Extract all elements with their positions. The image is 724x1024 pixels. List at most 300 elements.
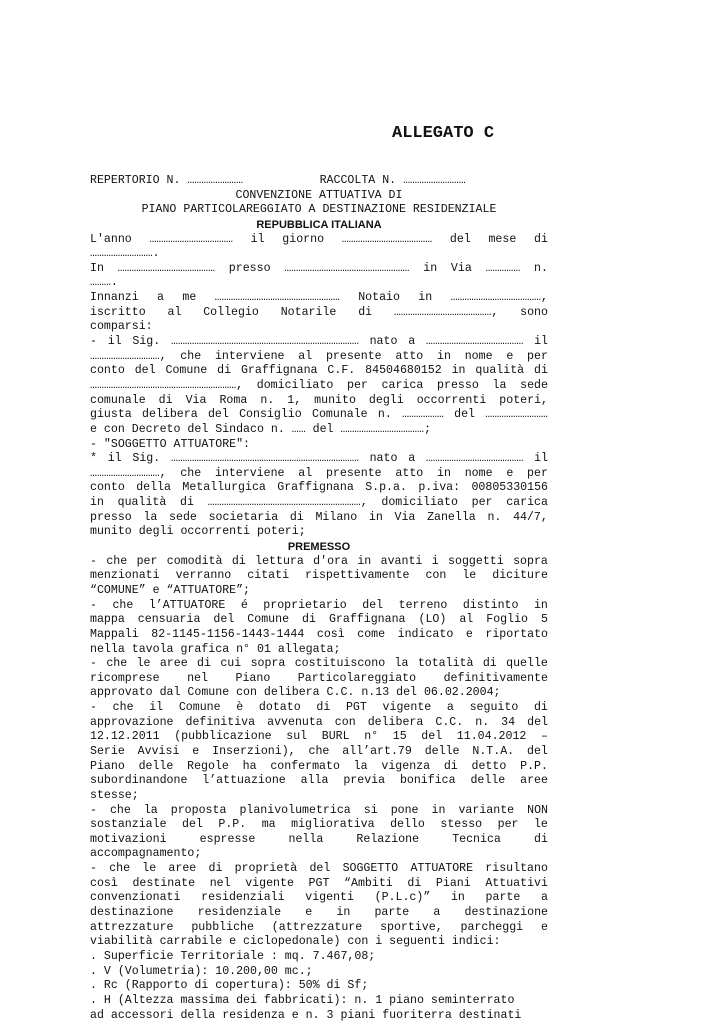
word: il [107,452,122,466]
word: motivazioni [90,832,167,846]
word: e [506,466,514,480]
document-body [90,174,548,1023]
text-line [90,745,548,760]
word: Avvisi [137,744,180,758]
word: dello [390,818,425,832]
word: vigenti [305,891,354,905]
word: così [90,876,118,890]
word: si [363,803,378,817]
word: delibera [367,715,424,729]
word: di [482,657,497,671]
word: con [425,569,447,583]
word: di [158,393,173,407]
word: attrezzature [90,920,174,934]
word: domiciliato [381,496,458,510]
word: 11.04.2012 [456,730,527,744]
word: del [449,232,471,246]
text-line: ad accessori della residenza e n. 3 piani fuoriterra destinati [90,1008,522,1022]
word: proprietà [234,862,298,876]
word: sportive, [380,920,443,934]
word: bonifica [399,774,456,788]
word: Via [450,261,472,275]
word: a [408,452,416,466]
text-line [90,730,548,745]
word: carica [506,496,548,510]
word: di [208,862,223,876]
word: NON [527,803,548,817]
word: in [437,466,451,480]
word: S.p.a. [365,481,407,495]
word: ……………… [402,408,444,422]
word: giusta [90,408,132,422]
word: …………………………………… [425,452,524,466]
word: atto [395,466,424,480]
word: Relazione [356,832,420,846]
word: destinazione [464,906,548,920]
word: di [180,496,194,510]
word: …………………………, [90,349,167,363]
word: di [534,832,548,846]
word: menzionati [90,569,160,583]
word: societaria [208,510,279,524]
word: di [217,364,232,378]
word: avanti [380,554,423,568]
word: l’attuazione [202,774,286,788]
word: approvazione [90,715,174,729]
word: per [347,378,368,392]
text-line [90,672,548,687]
word: in [90,496,104,510]
word: totalità [417,657,474,671]
word: Comune [178,701,221,715]
text-line [90,481,548,496]
word: all’art.79 [342,744,412,758]
word: qualità [117,496,167,510]
word: del [362,598,384,612]
word: n° [364,730,379,744]
text-line [90,818,548,833]
word: del [527,715,548,729]
word: Notarile [280,305,337,319]
word: del [309,862,331,876]
word: munito [314,393,356,407]
word: 12.12.2011 [90,730,160,744]
text-line: CONVENZIONE ATTUATIVA DI [235,188,403,202]
word: che [308,744,330,758]
word: che [180,349,202,363]
word: (P.L.c)” [374,891,431,905]
text-line [90,833,548,848]
text-line [90,628,548,643]
word: conto [90,364,125,378]
word: …………………………………………………………, [207,496,368,510]
text-line [90,701,548,716]
word: della [136,481,171,495]
word: il [250,232,265,246]
text-line [90,452,548,467]
word: verranno [175,569,232,583]
word: il [534,335,548,349]
text-line [90,291,548,306]
word: 5 [541,613,548,627]
text-line [90,555,548,570]
word: e [192,744,200,758]
word: con [334,715,356,729]
word: vigenza [381,759,431,773]
word: in [450,891,465,905]
word: per [527,466,548,480]
word: pone [390,803,419,817]
text-line: ………. [90,276,118,290]
word: carica [381,378,424,392]
word: nella [288,832,324,846]
word: Innanzi [90,291,139,305]
word: 15 [392,730,407,744]
word: l’ATTUATORE [148,598,226,612]
word: a [408,335,416,349]
text-line [90,760,548,775]
word: al [459,613,474,627]
text-line: comparsi: [90,320,153,334]
word: 44/7, [513,510,548,524]
text-line: - "SOGGETTO ATTUATORE": [90,437,251,451]
word: occorrenti [416,393,487,407]
word: poteri, [499,393,548,407]
word: - [90,803,97,817]
word: - [90,598,97,612]
word: degli [368,393,404,407]
word: del [182,818,203,832]
word: Graffignana [328,613,406,627]
word: definitivamente [443,671,548,685]
word: Tecnica [452,832,501,846]
word: n. [377,408,392,422]
text-line [90,774,548,789]
word: la [143,803,158,817]
word: cui [220,657,242,671]
word: costituiscono [294,657,386,671]
word: definitiva [185,715,256,729]
word: sede [520,378,548,392]
word: di [289,510,304,524]
word: Attuativi [485,876,548,890]
word: che [180,466,202,480]
word: che [109,862,131,876]
word: in [336,906,351,920]
word: Comunale [311,408,368,422]
word: residenziale [197,906,282,920]
word: aree [168,862,197,876]
text-line [90,350,548,365]
word: in [418,291,433,305]
word: - [90,862,97,876]
word: riportato [485,627,548,641]
word: come [357,627,386,641]
text-line [90,716,548,731]
word: (LO) [418,613,447,627]
word: che [109,803,131,817]
word: parcheggi [460,920,524,934]
word: del [421,730,443,744]
word: comodità [166,554,223,568]
word: – [541,730,548,744]
word: il [149,701,164,715]
word: e [540,920,548,934]
word: al [298,349,313,363]
word: in [431,803,446,817]
word: Milano [315,510,358,524]
word: in [368,510,383,524]
word: PGT [308,876,330,890]
word: é [240,598,248,612]
word: a [540,891,548,905]
word: soggetti [448,554,504,568]
word: - [90,554,97,568]
text-line: REPERTORIO N. …………………… RACCOLTA N. ……………………… [90,174,466,187]
attachment-title: ALLEGATO C [392,124,495,143]
word: In [90,261,104,275]
word: Via [394,510,416,524]
word: parte [485,891,521,905]
word: aree [520,774,548,788]
word: …………………………………… [425,335,524,349]
word: ……………………………… [149,232,233,246]
word: Graffignana [240,364,318,378]
text-line: PREMESSO [287,541,351,554]
word: del [454,408,475,422]
word: del [207,408,229,422]
text-line [90,877,548,892]
word: aree [159,657,188,671]
word: che [112,701,134,715]
word: di [316,701,331,715]
word: n. [260,393,275,407]
word: per [136,554,158,568]
word: d'ora [313,554,348,568]
word: 84504680152 [365,364,442,378]
word: ATTUATORE [410,862,474,876]
text-line: e con Decreto del Sindaco n. …… del ………………………………; [90,422,431,436]
text-line: ………………………. [90,247,160,261]
word: delle [424,744,460,758]
word: confermato [270,759,340,773]
word: C.C. [435,715,464,729]
word: destinate [132,876,196,890]
word: di [302,613,316,627]
word: delibera [142,408,198,422]
word: p.iva: [418,481,461,495]
word: presente [325,349,382,363]
text-line [90,599,548,614]
word: presso [437,378,479,392]
text-line [90,657,548,672]
word: presso [90,510,132,524]
word: atto [395,349,424,363]
word: 34 [501,715,516,729]
word: nato [369,335,398,349]
text-line [90,262,548,277]
word: n. [487,510,502,524]
word: n. [475,715,490,729]
word: …………………………, [90,466,167,480]
word: nome [464,466,493,480]
word: “Ambiti [344,876,393,890]
word: …………………………………… [117,261,216,275]
word: e [305,906,313,920]
word: Notaio [358,291,400,305]
word: migliorativa [291,818,375,832]
word: a [157,291,165,305]
word: è [236,701,244,715]
word: Sig. [132,452,161,466]
word: alla [300,774,329,788]
word: convenzionati [90,891,181,905]
word: Serie [90,744,125,758]
text-line [90,511,548,526]
word: sono [520,305,548,319]
word: in [357,554,372,568]
text-line [90,906,548,921]
word: Comune [165,364,208,378]
word: delle [138,759,174,773]
word: BURL [321,730,350,744]
text-line [90,613,548,628]
word: risultano [485,862,548,876]
word: 1, [287,393,302,407]
word: (attrezzature [271,920,363,934]
word: sopra [513,554,548,568]
text-line [90,394,548,409]
text-line: stesse; [90,788,139,802]
word: planivolumetrica [239,803,351,817]
word: Roma [219,393,248,407]
word: del [134,364,156,378]
word: espresse [199,832,256,846]
word: Inserzioni), [212,744,296,758]
word: di [197,657,211,671]
word: in [437,349,451,363]
word: parte [374,906,410,920]
word: conto [90,481,125,495]
word: seguito [469,701,519,715]
word: nel [209,876,231,890]
word: per [527,349,548,363]
word: ricomprese [90,671,160,685]
word: interviene [214,349,285,363]
word: sul [286,730,308,744]
text-line [90,467,548,482]
word: vigente [382,701,432,715]
word: Zanella [427,510,476,524]
word: ……………………… [485,408,548,422]
word: sostanziale [90,818,167,832]
word: la [143,510,158,524]
word: Graffignana [277,481,354,495]
text-line: . H (Altezza massima dei fabbricati): n. 1 piano seminterrato [90,993,515,1007]
word: * [90,452,97,466]
word: vigente [245,876,294,890]
text-line [90,804,548,819]
word: giorno [282,232,325,246]
word: Sig. [132,335,161,349]
word: del [213,613,235,627]
word: Metallurgica [182,481,266,495]
word: per [497,818,519,832]
word: Piano [235,671,271,685]
text-line: REPUBBLICA ITALIANA [256,218,382,231]
word: del [527,744,548,758]
word: detto [471,759,507,773]
word: proprietario [263,598,347,612]
word: i [431,554,439,568]
text-line: PIANO PARTICOLAREGGIATO A DESTINAZIONE RESIDENZIALE [141,203,497,217]
word: ……………………………………………… [214,291,340,305]
word: rispettivamente [305,569,410,583]
text-line [90,379,548,394]
word: N.T.A. [472,744,515,758]
word: variante [458,803,515,817]
word: dotato [258,701,301,715]
word: così [316,627,345,641]
word: a [433,906,441,920]
word: in [451,364,466,378]
word: - [90,335,97,349]
word: interviene [214,466,285,480]
word: presso [228,261,271,275]
word: le [533,818,548,832]
text-line [90,306,548,321]
text-line [90,364,548,379]
text-line [90,569,548,584]
word: nel [187,671,208,685]
word: - [90,701,97,715]
word: il [534,452,548,466]
word: ……………………………………………… [284,261,410,275]
word: PGT [345,701,367,715]
word: di [534,232,548,246]
text-line [90,496,548,511]
word: nome [464,349,493,363]
word: che [106,657,128,671]
word: stesso [440,818,483,832]
word: di [407,876,422,890]
word: ……………………………………, [393,305,499,319]
word: citati [247,569,290,583]
word: C.F. [327,364,356,378]
text-line: munito degli occorrenti poteri; [90,525,306,539]
word: censuaria [137,613,201,627]
word: quelle [506,657,548,671]
word: di [534,364,548,378]
word: terreno [398,598,448,612]
word: ………………………………………………………, [90,378,244,392]
word: avvenuta [267,715,323,729]
text-line: . V (Volumetria): 10.200,00 mc.; [90,964,313,978]
text-line: accompagnamento; [90,847,202,861]
word: diciture [492,569,548,583]
word: …………………………………, [450,291,548,305]
word: 00805330156 [471,481,548,495]
text-line: . Superficie Territoriale : mq. 7.467,08; [90,949,376,963]
word: la [353,759,368,773]
word: indicato [397,627,454,641]
word: SOGGETTO [342,862,399,876]
word: ………………………………… [341,232,433,246]
text-line [90,862,548,877]
word: le [136,657,151,671]
word: sede [169,510,197,524]
word: mappa [90,613,125,627]
